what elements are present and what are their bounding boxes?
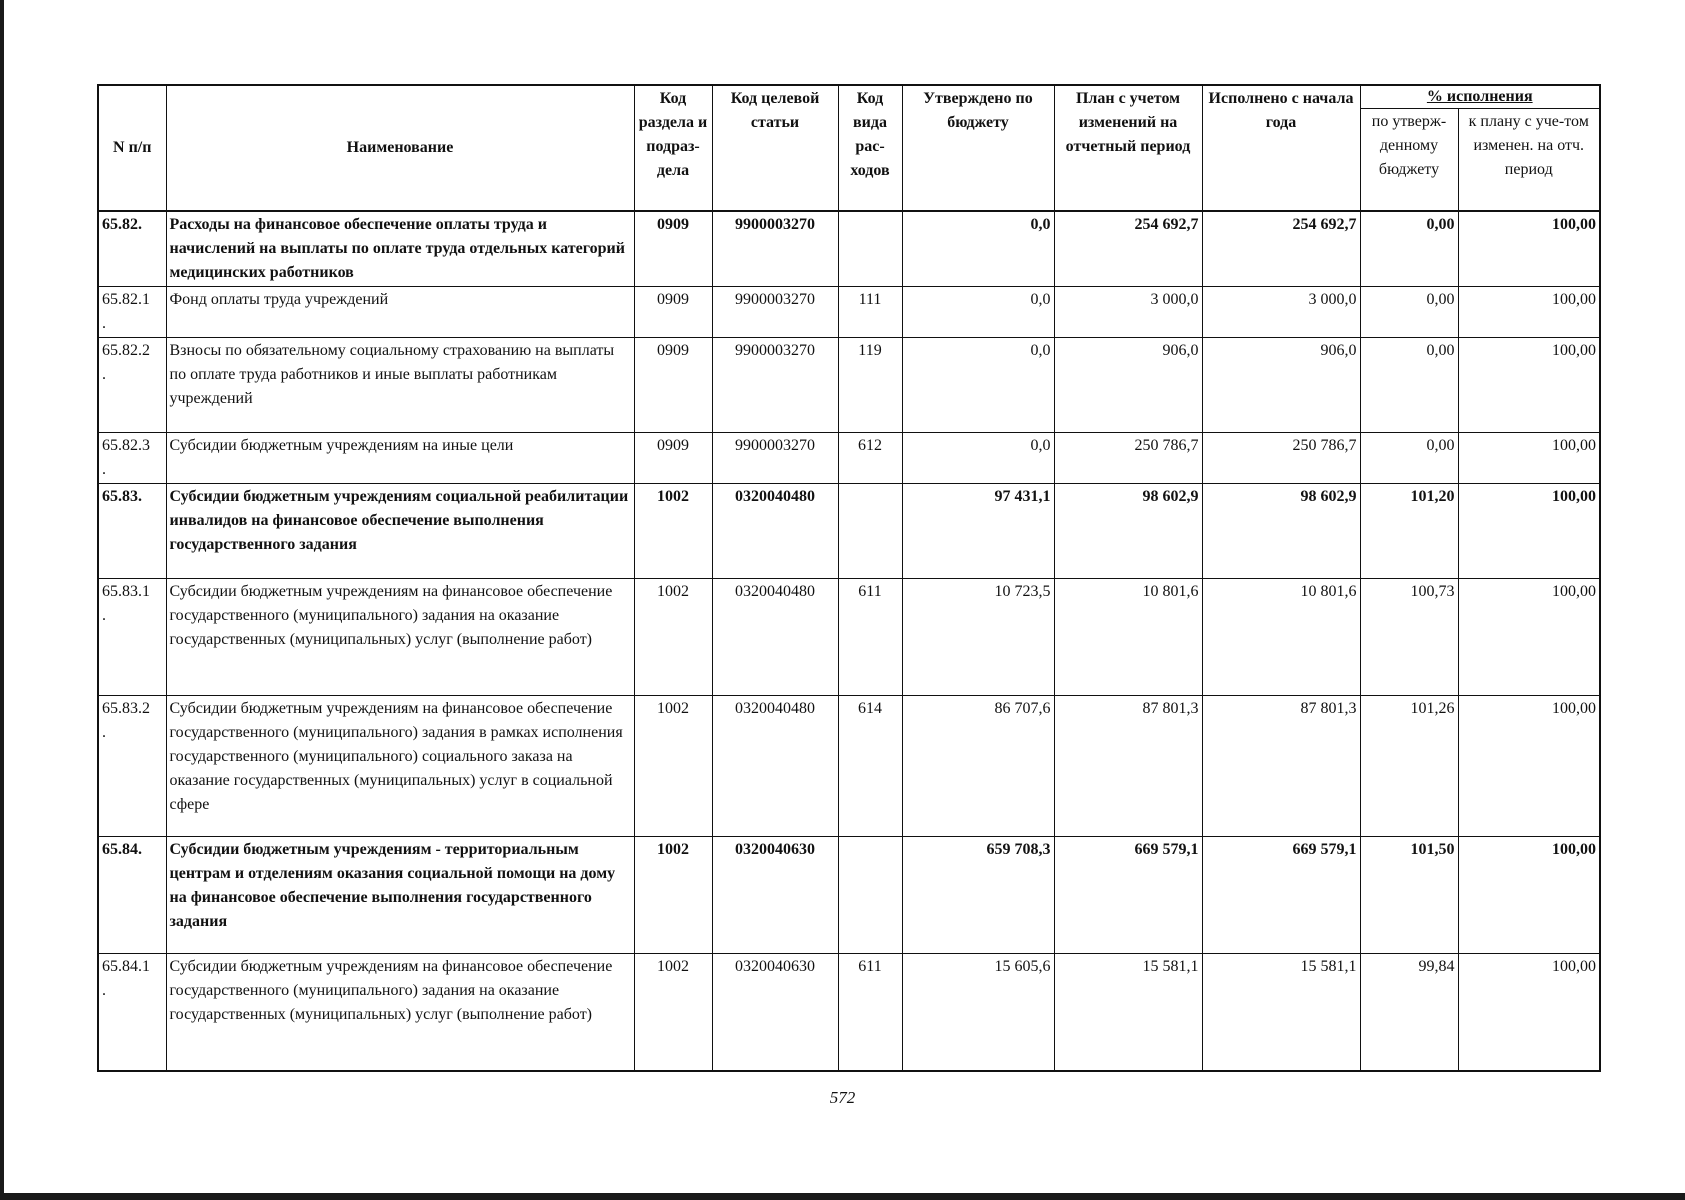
row-number: 65.83. [98, 484, 166, 579]
row-number: 65.82. [98, 211, 166, 287]
row-pct-plan: 100,00 [1458, 211, 1600, 287]
row-pct-budget: 101,50 [1360, 837, 1458, 954]
table-body [98, 211, 1600, 1071]
document-sheet [97, 84, 1599, 1072]
header-section-code: Код раздела и подраз-дела [634, 85, 712, 211]
table-row [98, 579, 1600, 696]
row-approved: 0,0 [902, 338, 1054, 433]
row-pct-budget: 0,00 [1360, 287, 1458, 338]
row-kind-code: 614 [838, 696, 902, 837]
row-pct-plan: 100,00 [1458, 696, 1600, 837]
row-number: 65.84.1 . [98, 954, 166, 1071]
row-plan: 87 801,3 [1054, 696, 1202, 837]
row-article-code: 0320040480 [712, 579, 838, 696]
row-done: 87 801,3 [1202, 696, 1360, 837]
table-row [98, 211, 1600, 287]
row-plan: 254 692,7 [1054, 211, 1202, 287]
row-name: Взносы по обязательному социальному страхованию на выплаты по оплате труда работников и иные выплаты работникам учреждений [166, 338, 634, 433]
header-expense-kind-code: Код вида рас-ходов [838, 85, 902, 211]
row-done: 906,0 [1202, 338, 1360, 433]
table-row [98, 837, 1600, 954]
row-name: Субсидии бюджетным учреждениям на финансовое обеспечение государственного (муниципального) задания в рамках исполнения государственного (муниципального) социального заказа на оказание государственных (муниципальных) услуг в социальной сфере [166, 696, 634, 837]
table-row [98, 696, 1600, 837]
row-kind-code [838, 211, 902, 287]
budget-execution-table [97, 84, 1601, 1072]
table-row [98, 484, 1600, 579]
row-article-code: 0320040480 [712, 484, 838, 579]
table-row [98, 338, 1600, 433]
row-section-code: 1002 [634, 837, 712, 954]
row-pct-budget: 100,73 [1360, 579, 1458, 696]
row-pct-budget: 0,00 [1360, 211, 1458, 287]
row-section-code: 0909 [634, 338, 712, 433]
row-pct-plan: 100,00 [1458, 579, 1600, 696]
row-plan: 250 786,7 [1054, 433, 1202, 484]
row-plan: 3 000,0 [1054, 287, 1202, 338]
row-number: 65.82.1 . [98, 287, 166, 338]
table-row [98, 954, 1600, 1071]
row-plan: 10 801,6 [1054, 579, 1202, 696]
row-pct-plan: 100,00 [1458, 287, 1600, 338]
row-number: 65.82.2 . [98, 338, 166, 433]
row-article-code: 9900003270 [712, 211, 838, 287]
row-kind-code [838, 484, 902, 579]
row-done: 250 786,7 [1202, 433, 1360, 484]
row-pct-plan: 100,00 [1458, 954, 1600, 1071]
row-section-code: 0909 [634, 211, 712, 287]
row-section-code: 1002 [634, 696, 712, 837]
row-pct-plan: 100,00 [1458, 837, 1600, 954]
row-pct-budget: 101,20 [1360, 484, 1458, 579]
row-done: 254 692,7 [1202, 211, 1360, 287]
row-plan: 15 581,1 [1054, 954, 1202, 1071]
row-done: 15 581,1 [1202, 954, 1360, 1071]
row-done: 3 000,0 [1202, 287, 1360, 338]
row-article-code: 9900003270 [712, 287, 838, 338]
row-kind-code: 611 [838, 954, 902, 1071]
header-target-article-code: Код целевой статьи [712, 85, 838, 211]
row-pct-plan: 100,00 [1458, 484, 1600, 579]
header-num: N п/п [98, 85, 166, 211]
header-pct-of-approved-budget: по утверж-денному бюджету [1360, 109, 1458, 212]
row-section-code: 0909 [634, 433, 712, 484]
row-kind-code [838, 837, 902, 954]
header-executed-ytd: Исполнено с начала года [1202, 85, 1360, 211]
row-name: Субсидии бюджетным учреждениям на финансовое обеспечение государственного (муниципального) задания на оказание государственных (муниципальных) услуг (выполнение работ) [166, 579, 634, 696]
row-name: Фонд оплаты труда учреждений [166, 287, 634, 338]
row-approved: 86 707,6 [902, 696, 1054, 837]
header-pct-of-plan: к плану с уче-том изменен. на отч. период [1458, 109, 1600, 212]
row-pct-plan: 100,00 [1458, 338, 1600, 433]
row-done: 98 602,9 [1202, 484, 1360, 579]
row-name: Субсидии бюджетным учреждениям - территориальным центрам и отделениям оказания социальной помощи на дому на финансовое обеспечение выполнения государственного задания [166, 837, 634, 954]
header-approved-budget: Утверждено по бюджету [902, 85, 1054, 211]
scan-edge-left [0, 0, 4, 1200]
row-section-code: 1002 [634, 579, 712, 696]
row-section-code: 1002 [634, 954, 712, 1071]
row-section-code: 0909 [634, 287, 712, 338]
row-name: Расходы на финансовое обеспечение оплаты труда и начислений на выплаты по оплате труда отдельных категорий медицинских работников [166, 211, 634, 287]
header-plan-with-changes: План с учетом изменений на отчетный период [1054, 85, 1202, 211]
row-name: Субсидии бюджетным учреждениям социальной реабилитации инвалидов на финансовое обеспечение выполнения государственного задания [166, 484, 634, 579]
row-article-code: 9900003270 [712, 433, 838, 484]
row-number: 65.84. [98, 837, 166, 954]
row-kind-code: 119 [838, 338, 902, 433]
row-plan: 669 579,1 [1054, 837, 1202, 954]
table-row [98, 433, 1600, 484]
row-article-code: 9900003270 [712, 338, 838, 433]
row-kind-code: 111 [838, 287, 902, 338]
row-article-code: 0320040480 [712, 696, 838, 837]
row-approved: 659 708,3 [902, 837, 1054, 954]
row-plan: 98 602,9 [1054, 484, 1202, 579]
table-row [98, 287, 1600, 338]
row-pct-budget: 101,26 [1360, 696, 1458, 837]
row-approved: 15 605,6 [902, 954, 1054, 1071]
row-article-code: 0320040630 [712, 837, 838, 954]
row-done: 669 579,1 [1202, 837, 1360, 954]
page-number: 572 [829, 1088, 856, 1107]
table-header [98, 85, 1600, 211]
row-approved: 10 723,5 [902, 579, 1054, 696]
row-number: 65.82.3 . [98, 433, 166, 484]
header-name: Наименование [166, 85, 634, 211]
row-name: Субсидии бюджетным учреждениям на иные цели [166, 433, 634, 484]
header-execution-percent-group: % исполнения [1360, 85, 1600, 109]
row-number: 65.83.2 . [98, 696, 166, 837]
row-pct-budget: 0,00 [1360, 338, 1458, 433]
row-kind-code: 611 [838, 579, 902, 696]
row-pct-budget: 0,00 [1360, 433, 1458, 484]
row-name: Субсидии бюджетным учреждениям на финансовое обеспечение государственного (муниципального) задания на оказание государственных (муниципальных) услуг (выполнение работ) [166, 954, 634, 1071]
row-approved: 0,0 [902, 211, 1054, 287]
row-section-code: 1002 [634, 484, 712, 579]
row-kind-code: 612 [838, 433, 902, 484]
row-approved: 0,0 [902, 287, 1054, 338]
row-article-code: 0320040630 [712, 954, 838, 1071]
row-number: 65.83.1 . [98, 579, 166, 696]
row-done: 10 801,6 [1202, 579, 1360, 696]
row-approved: 97 431,1 [902, 484, 1054, 579]
row-plan: 906,0 [1054, 338, 1202, 433]
row-pct-budget: 99,84 [1360, 954, 1458, 1071]
row-pct-plan: 100,00 [1458, 433, 1600, 484]
row-approved: 0,0 [902, 433, 1054, 484]
scan-edge-bottom [0, 1193, 1685, 1200]
